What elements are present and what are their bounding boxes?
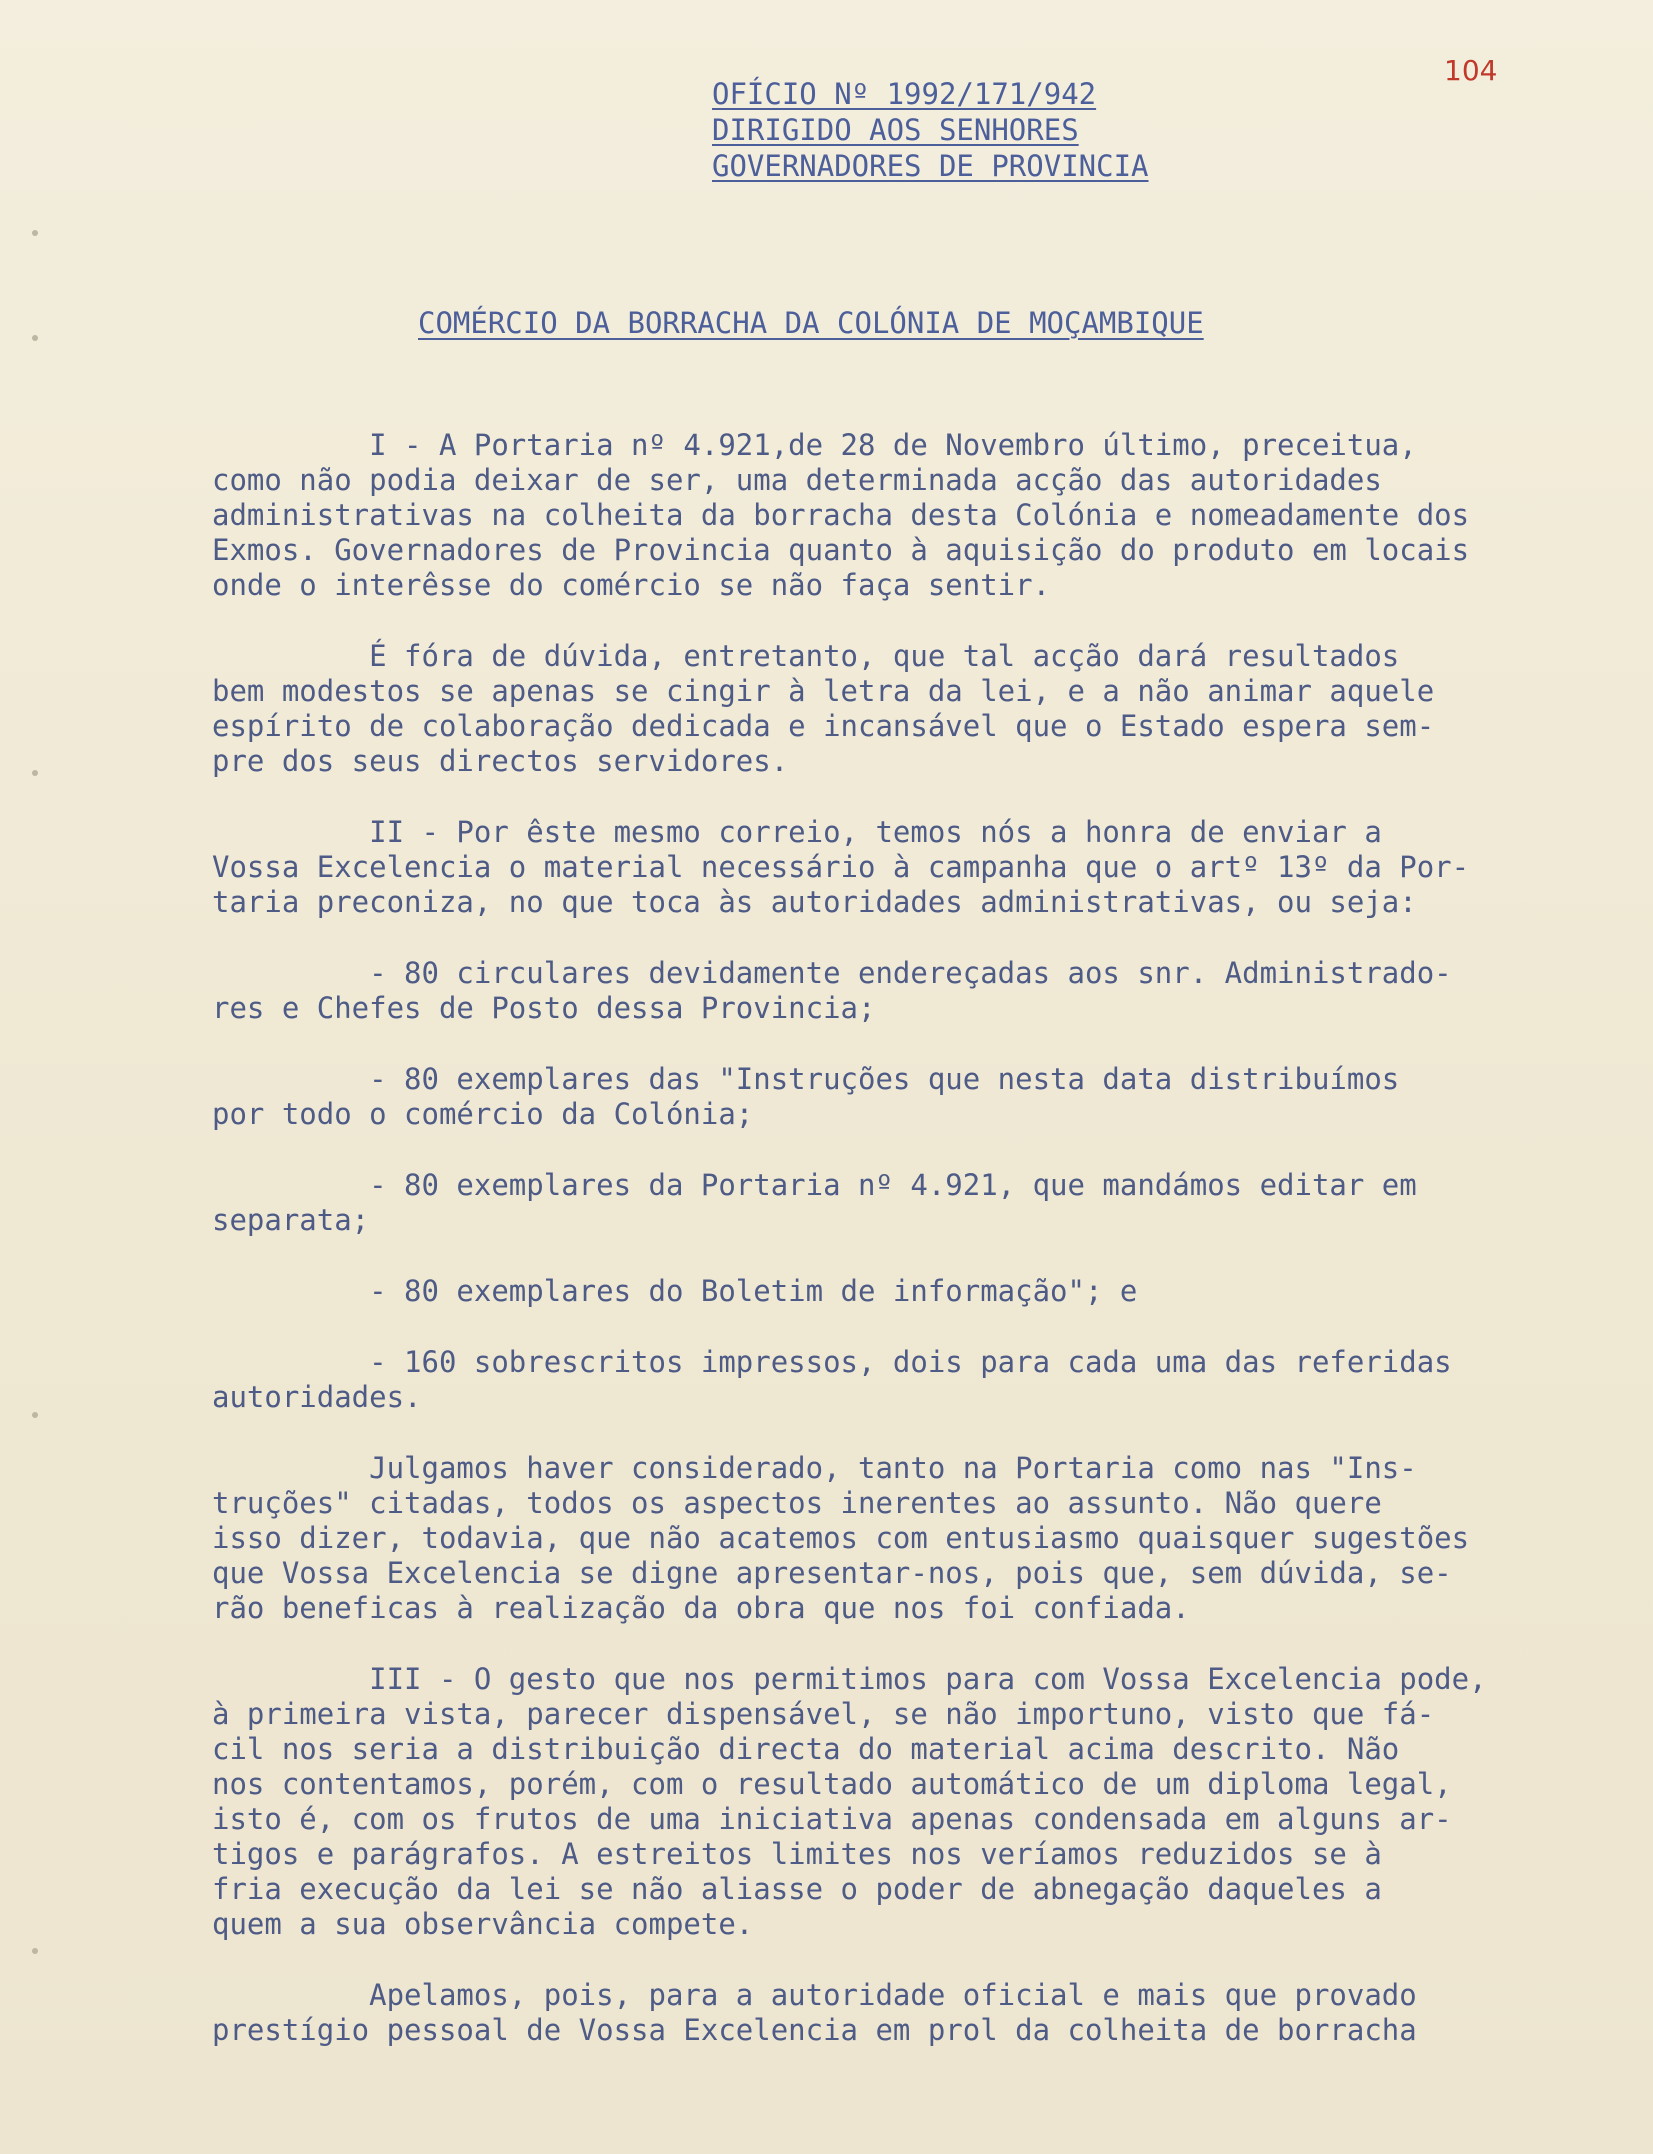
document-title: COMÉRCIO DA BORRACHA DA COLÓNIA DE MOÇAMBIQUE [418,306,1204,340]
paragraph-1: I - A Portaria nº 4.921,de 28 de Novembro último, preceitua, como não podia deixar de ser, uma determinada acção das autoridades administrativas na colheita da borracha desta Colónia e nomeadamente dos Exmos. Governadores de Provincia quanto à aquisição do produto em locais onde o interêsse do comércio se não faça sentir. [212,428,1470,602]
paragraph-4: Julgamos haver considerado, tanto na Portaria como nas "Ins- truções" citadas, todos os aspectos inerentes ao assunto. Não quere isso dizer, todavia, que não acatemos com entusiasmo quaisquer sugestões que Vossa Excelencia se digne apresentar-nos, pois que, sem dúvida, se- rão beneficas à realização da obra que nos foi confiada. [212,1451,1470,1625]
paragraph-5: III - O gesto que nos permitimos para com Vossa Excelencia pode, à primeira vista, parecer dispensável, se não importuno, visto que fá- cil nos seria a distribuição directa do material acima descrito. Não nos contentamos, porém, com o resultado automático de um diploma legal, isto é, com os frutos de uma iniciativa apenas condensada em alguns ar- tigos e parágrafos. A estreitos limites nos veríamos reduzidos se à fria execução da lei se não aliasse o poder de abnegação daqueles a quem a sua observância compete. [212,1662,1487,1941]
paragraph-2: É fóra de dúvida, entretanto, que tal acção dará resultados bem modestos se apenas se cingir à letra da lei, e a não animar aquele espírito de colaboração dedicada e incansável que o Estado espera sem- pre dos seus directos servidores. [212,639,1435,778]
list-item: - 80 exemplares da Portaria nº 4.921, que mandámos editar em separata; [212,1168,1417,1237]
list-item: - 160 sobrescritos impressos, dois para cada uma das referidas autoridades. [212,1345,1452,1414]
binding-hole-mark [32,335,38,341]
header-line-governors: GOVERNADORES DE PROVINCIA [712,149,1149,183]
document-body [212,428,1632,2084]
page-number: 104 [1444,54,1498,87]
binding-hole-mark [32,1412,38,1418]
header-line-addressees: DIRIGIDO AOS SENHORES [712,113,1079,147]
binding-hole-mark [32,1948,38,1954]
list-item: - 80 circulares devidamente endereçadas aos snr. Administrado- res e Chefes de Posto dessa Provincia; [212,956,1452,1025]
binding-hole-mark [32,770,38,776]
paragraph-3: II - Por êste mesmo correio, temos nós a honra de enviar a Vossa Excelencia o material necessário à campanha que o artº 13º da Por- taria preconiza, no que toca às autoridades administrativas, ou seja: [212,815,1470,919]
paragraph-6: Apelamos, pois, para a autoridade oficial e mais que provado prestígio pessoal de Vossa Excelencia em prol da colheita de borracha [212,1978,1417,2047]
document-header [712,76,1149,184]
list-item: - 80 exemplares do Boletim de informação"; e [212,1274,1138,1308]
binding-hole-mark [32,230,38,236]
list-item: - 80 exemplares das "Instruções que nesta data distribuímos por todo o comércio da Colónia; [212,1062,1400,1131]
header-line-office-number: OFÍCIO Nº 1992/171/942 [712,77,1097,111]
